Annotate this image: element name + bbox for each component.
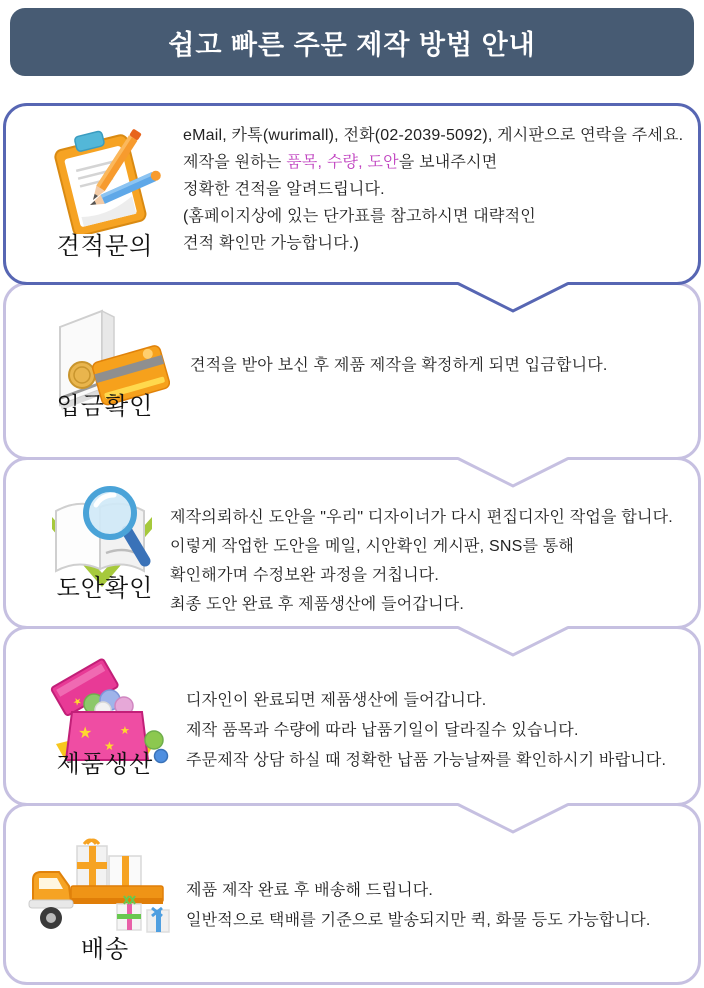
- step-label-production: 제품생산: [56, 751, 154, 778]
- svg-text:★: ★: [71, 695, 85, 710]
- step2-pointer-notch: [457, 456, 569, 492]
- step-text-quote-inquiry: [183, 122, 683, 257]
- text-line: 일반적으로 택배를 기준으로 발송되지만 퀵, 화물 등도 가능합니다.: [186, 912, 651, 929]
- text-line: 제작의뢰하신 도안을 "우리" 디자이너가 다시 편집디자인 작업을 합니다.: [170, 509, 673, 526]
- highlight-keywords: 품목, 수량, 도안: [286, 154, 399, 171]
- svg-text:★: ★: [104, 739, 115, 753]
- clipboard-pencils-icon: [38, 112, 168, 239]
- text-line: 제작 품목과 수량에 따라 납품기일이 달라질수 있습니다.: [186, 722, 579, 739]
- text-line: eMail, 카톡(wurimall), 전화(02-2039-5092), 게시판으로 연락을 주세요.: [183, 127, 684, 144]
- step-text-payment-confirm: [190, 352, 608, 379]
- svg-text:★: ★: [78, 725, 93, 742]
- text-line: 견적을 받아 보신 후 제품 제작을 확정하게 되면 입금합니다.: [190, 357, 608, 374]
- step-text-production: [186, 686, 666, 776]
- text-line: 최종 도안 완료 후 제품생산에 들어갑니다.: [170, 596, 465, 613]
- step3-pointer-notch: [457, 625, 569, 661]
- text-line-highlighted: 제작을 원하는 품목, 수량, 도안을 보내주시면: [183, 154, 498, 171]
- text-line: (홈페이지상에 있는 단가표를 참고하시면 대략적인: [183, 208, 536, 225]
- text-line: 주문제작 상담 하실 때 정확한 납품 가능날짜를 확인하시기 바랍니다.: [186, 752, 667, 769]
- page-title-bar: [10, 8, 694, 76]
- step-text-design-confirm: [170, 503, 673, 619]
- text-line: 제품 제작 완료 후 배송해 드립니다.: [186, 882, 434, 899]
- step-label-quote-inquiry: 견적문의: [56, 233, 154, 260]
- step-text-shipping: [186, 876, 651, 936]
- step4-pointer-notch: [457, 802, 569, 838]
- step-label-payment-confirm: 입금확인: [56, 393, 154, 420]
- text-line: 견적 확인만 가능합니다.): [183, 235, 360, 252]
- text-line: 디자인이 완료되면 제품생산에 들어갑니다.: [186, 692, 487, 709]
- text-line: 정확한 견적을 알려드립니다.: [183, 181, 385, 198]
- text-line: 확인해가며 수정보완 과정을 거칩니다.: [170, 567, 440, 584]
- svg-text:★: ★: [120, 725, 130, 737]
- step-label-shipping: 배송: [80, 936, 130, 963]
- page-title: 쉽고 빠른 주문 제작 방법 안내: [168, 29, 536, 60]
- step1-pointer-notch: [457, 281, 569, 317]
- text-line: 이렇게 작업한 도안을 메일, 시안확인 게시판, SNS를 통해: [170, 538, 575, 555]
- step-label-design-confirm: 도안확인: [56, 575, 154, 602]
